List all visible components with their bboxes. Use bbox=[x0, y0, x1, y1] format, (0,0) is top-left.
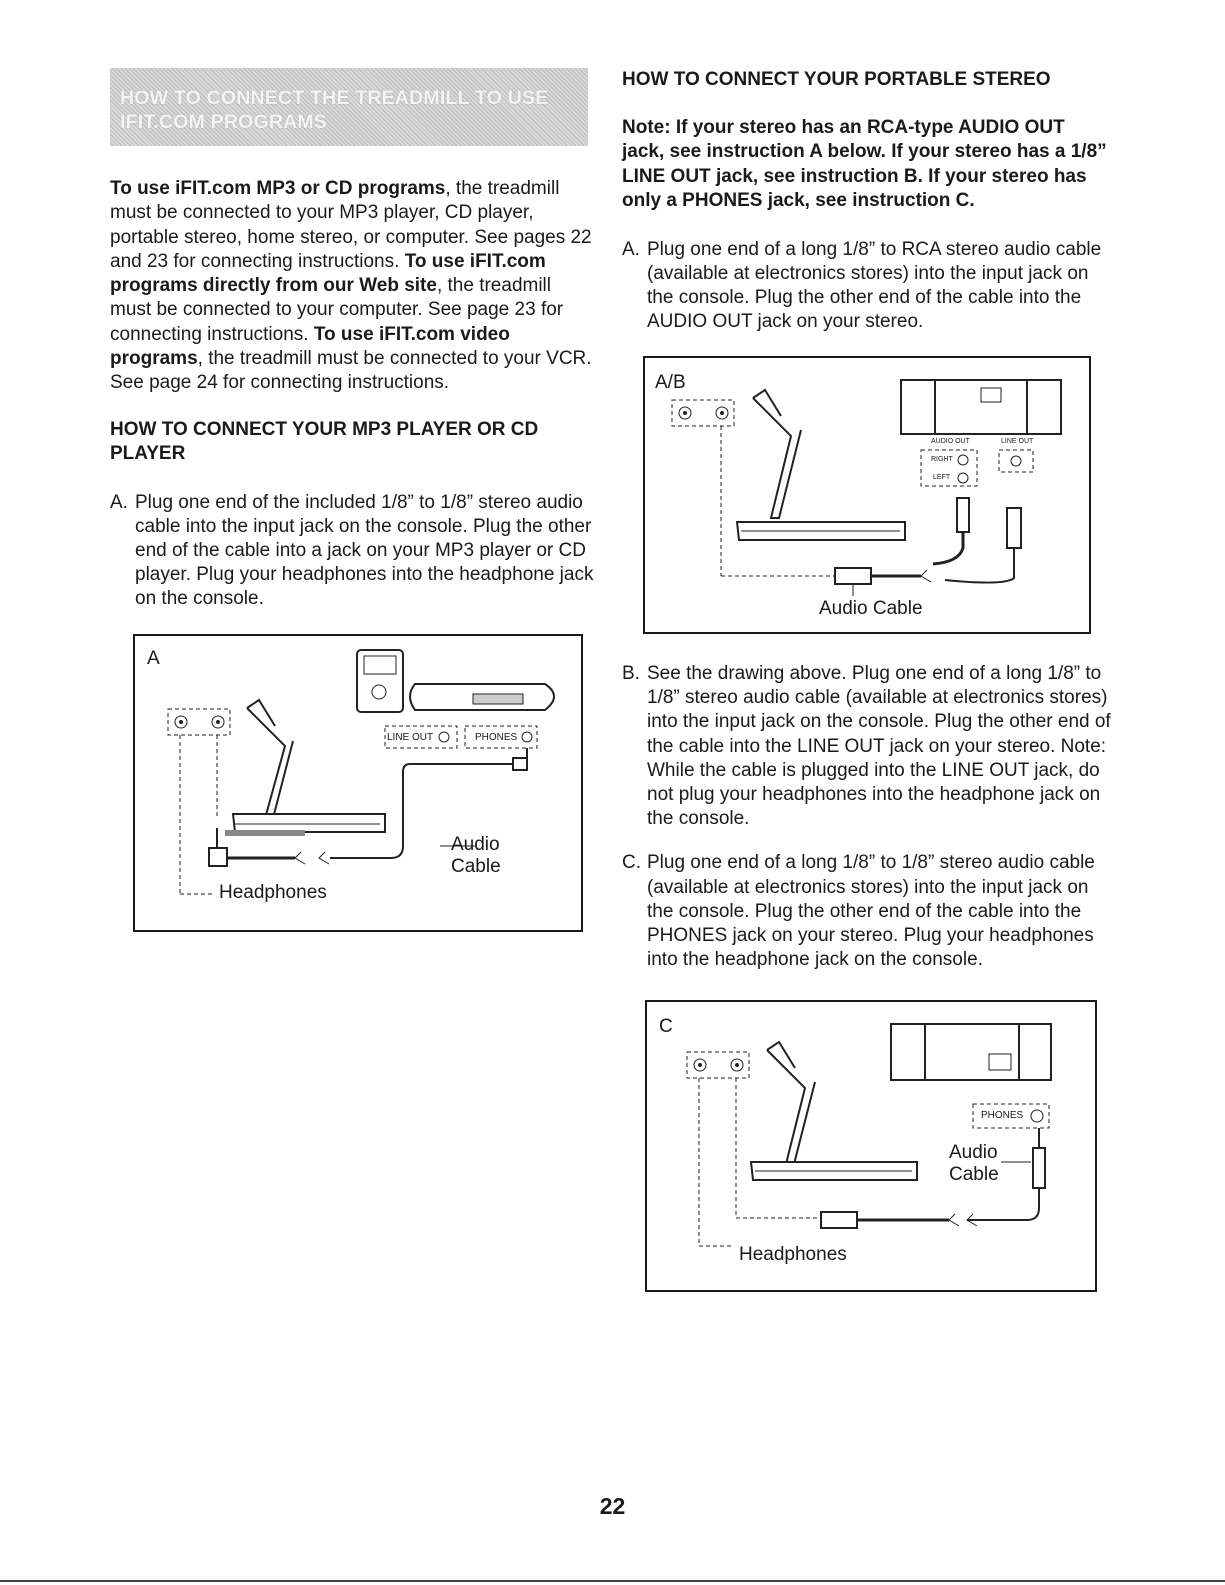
audio-out-label: AUDIO OUT bbox=[931, 438, 970, 445]
bottom-rule bbox=[0, 1580, 1225, 1582]
page-number: 22 bbox=[599, 1493, 626, 1519]
stereo-note: Note: If your stereo has an RCA-type AUDIO OUT jack, see instruction A below. If your stereo has a 1/8” LINE OUT jack, see instruction B. If your stereo has only a PHONES jack, see instruction C. bbox=[622, 116, 1107, 211]
figure-a-mp3-connection bbox=[133, 634, 583, 932]
left-column bbox=[110, 68, 595, 612]
instruction-letter: A. bbox=[110, 491, 128, 513]
mp3-instruction-a bbox=[110, 491, 595, 612]
cable-label: Cable bbox=[451, 856, 501, 877]
right-channel-label: RIGHT bbox=[931, 456, 953, 463]
section-banner bbox=[110, 68, 588, 146]
intro-bold-website: To use iFIT.com programs directly from our Web site bbox=[110, 250, 546, 297]
instruction-text: Plug one end of the included 1/8” to 1/8” stereo audio cable into the input jack on the console. Plug the other end of the cable into a jack on your MP3 player or CD player. Plug your headphones into the headphone jack on the console. bbox=[135, 491, 594, 610]
right-column bbox=[622, 68, 1112, 334]
intro-paragraph bbox=[110, 177, 595, 396]
banner-title-line1: HOW TO CONNECT THE TREADMILL TO USE bbox=[120, 87, 549, 109]
instruction-letter: A. bbox=[622, 238, 640, 260]
intro-text-3: , the treadmill must be connected to your VCR. See page 24 for connecting instructions. bbox=[110, 348, 592, 394]
instruction-text: Plug one end of a long 1/8” to 1/8” stereo audio cable (available at electronics stores) into the input jack on the console. Plug the other end of the cable into the PHONES jack on your stereo. Plug your headphones into the headphone jack on the console. bbox=[647, 852, 1095, 971]
audio-cable-caption: Audio Cable bbox=[819, 598, 923, 619]
phones-label: PHONES bbox=[981, 1110, 1024, 1121]
intro-bold-video: To use iFIT.com video programs bbox=[110, 323, 510, 370]
cable-label: Cable bbox=[949, 1164, 999, 1185]
headphones-label: Headphones bbox=[739, 1244, 847, 1265]
figure-a-drawing bbox=[135, 636, 581, 930]
instruction-letter: C. bbox=[622, 852, 641, 874]
audio-label: Audio bbox=[451, 834, 500, 855]
line-out-label: LINE OUT bbox=[1001, 438, 1034, 445]
intro-text-1: , the treadmill must be connected to your MP3 player, CD player, portable stereo, home stereo, or computer. See pages 22 and 23 for connecting instructions. bbox=[110, 178, 592, 272]
figure-a-label: A bbox=[147, 648, 160, 669]
portable-stereo-heading: HOW TO CONNECT YOUR PORTABLE STEREO bbox=[622, 69, 1051, 90]
right-column-lower bbox=[622, 662, 1112, 972]
intro-text-2: , the treadmill must be connected to your computer. See page 23 for connecting instructions. bbox=[110, 275, 564, 345]
figure-c-phones-connection bbox=[645, 1000, 1097, 1292]
figure-c-drawing bbox=[647, 1002, 1095, 1290]
headphones-label: Headphones bbox=[219, 882, 327, 903]
figure-ab-drawing bbox=[645, 358, 1089, 632]
stereo-instruction-c bbox=[622, 851, 1112, 972]
left-channel-label: LEFT bbox=[933, 474, 951, 481]
figure-ab-stereo-connection bbox=[643, 356, 1091, 634]
mp3-section-heading: HOW TO CONNECT YOUR MP3 PLAYER OR CD PLAYER bbox=[110, 418, 539, 465]
instruction-text: See the drawing above. Plug one end of a long 1/8” to 1/8” stereo audio cable (available at electronics stores) into the input jack on the console. Plug the other end of the cable into the LINE OUT jack on your stereo. Note: While the cable is plugged into the LINE OUT jack, do not plug your headphones into the headphone jack on the console. bbox=[647, 663, 1111, 830]
intro-bold-mp3: To use iFIT.com MP3 or CD programs bbox=[110, 178, 446, 199]
instruction-letter: B. bbox=[622, 663, 640, 684]
phones-label: PHONES bbox=[475, 732, 518, 743]
figure-ab-label: A/B bbox=[655, 372, 686, 393]
instruction-text: Plug one end of a long 1/8” to RCA stereo audio cable (available at electronics stores) into the input jack on the console. Plug the other end of the cable into the AUDIO OUT jack on your stereo. bbox=[647, 238, 1102, 333]
figure-c-label: C bbox=[659, 1016, 673, 1037]
stereo-instruction-a bbox=[622, 238, 1112, 335]
banner-title-line2: IFIT.COM PROGRAMS bbox=[120, 111, 328, 133]
audio-label: Audio bbox=[949, 1142, 998, 1163]
line-out-label: LINE OUT bbox=[387, 732, 434, 743]
stereo-instruction-b bbox=[622, 662, 1112, 831]
